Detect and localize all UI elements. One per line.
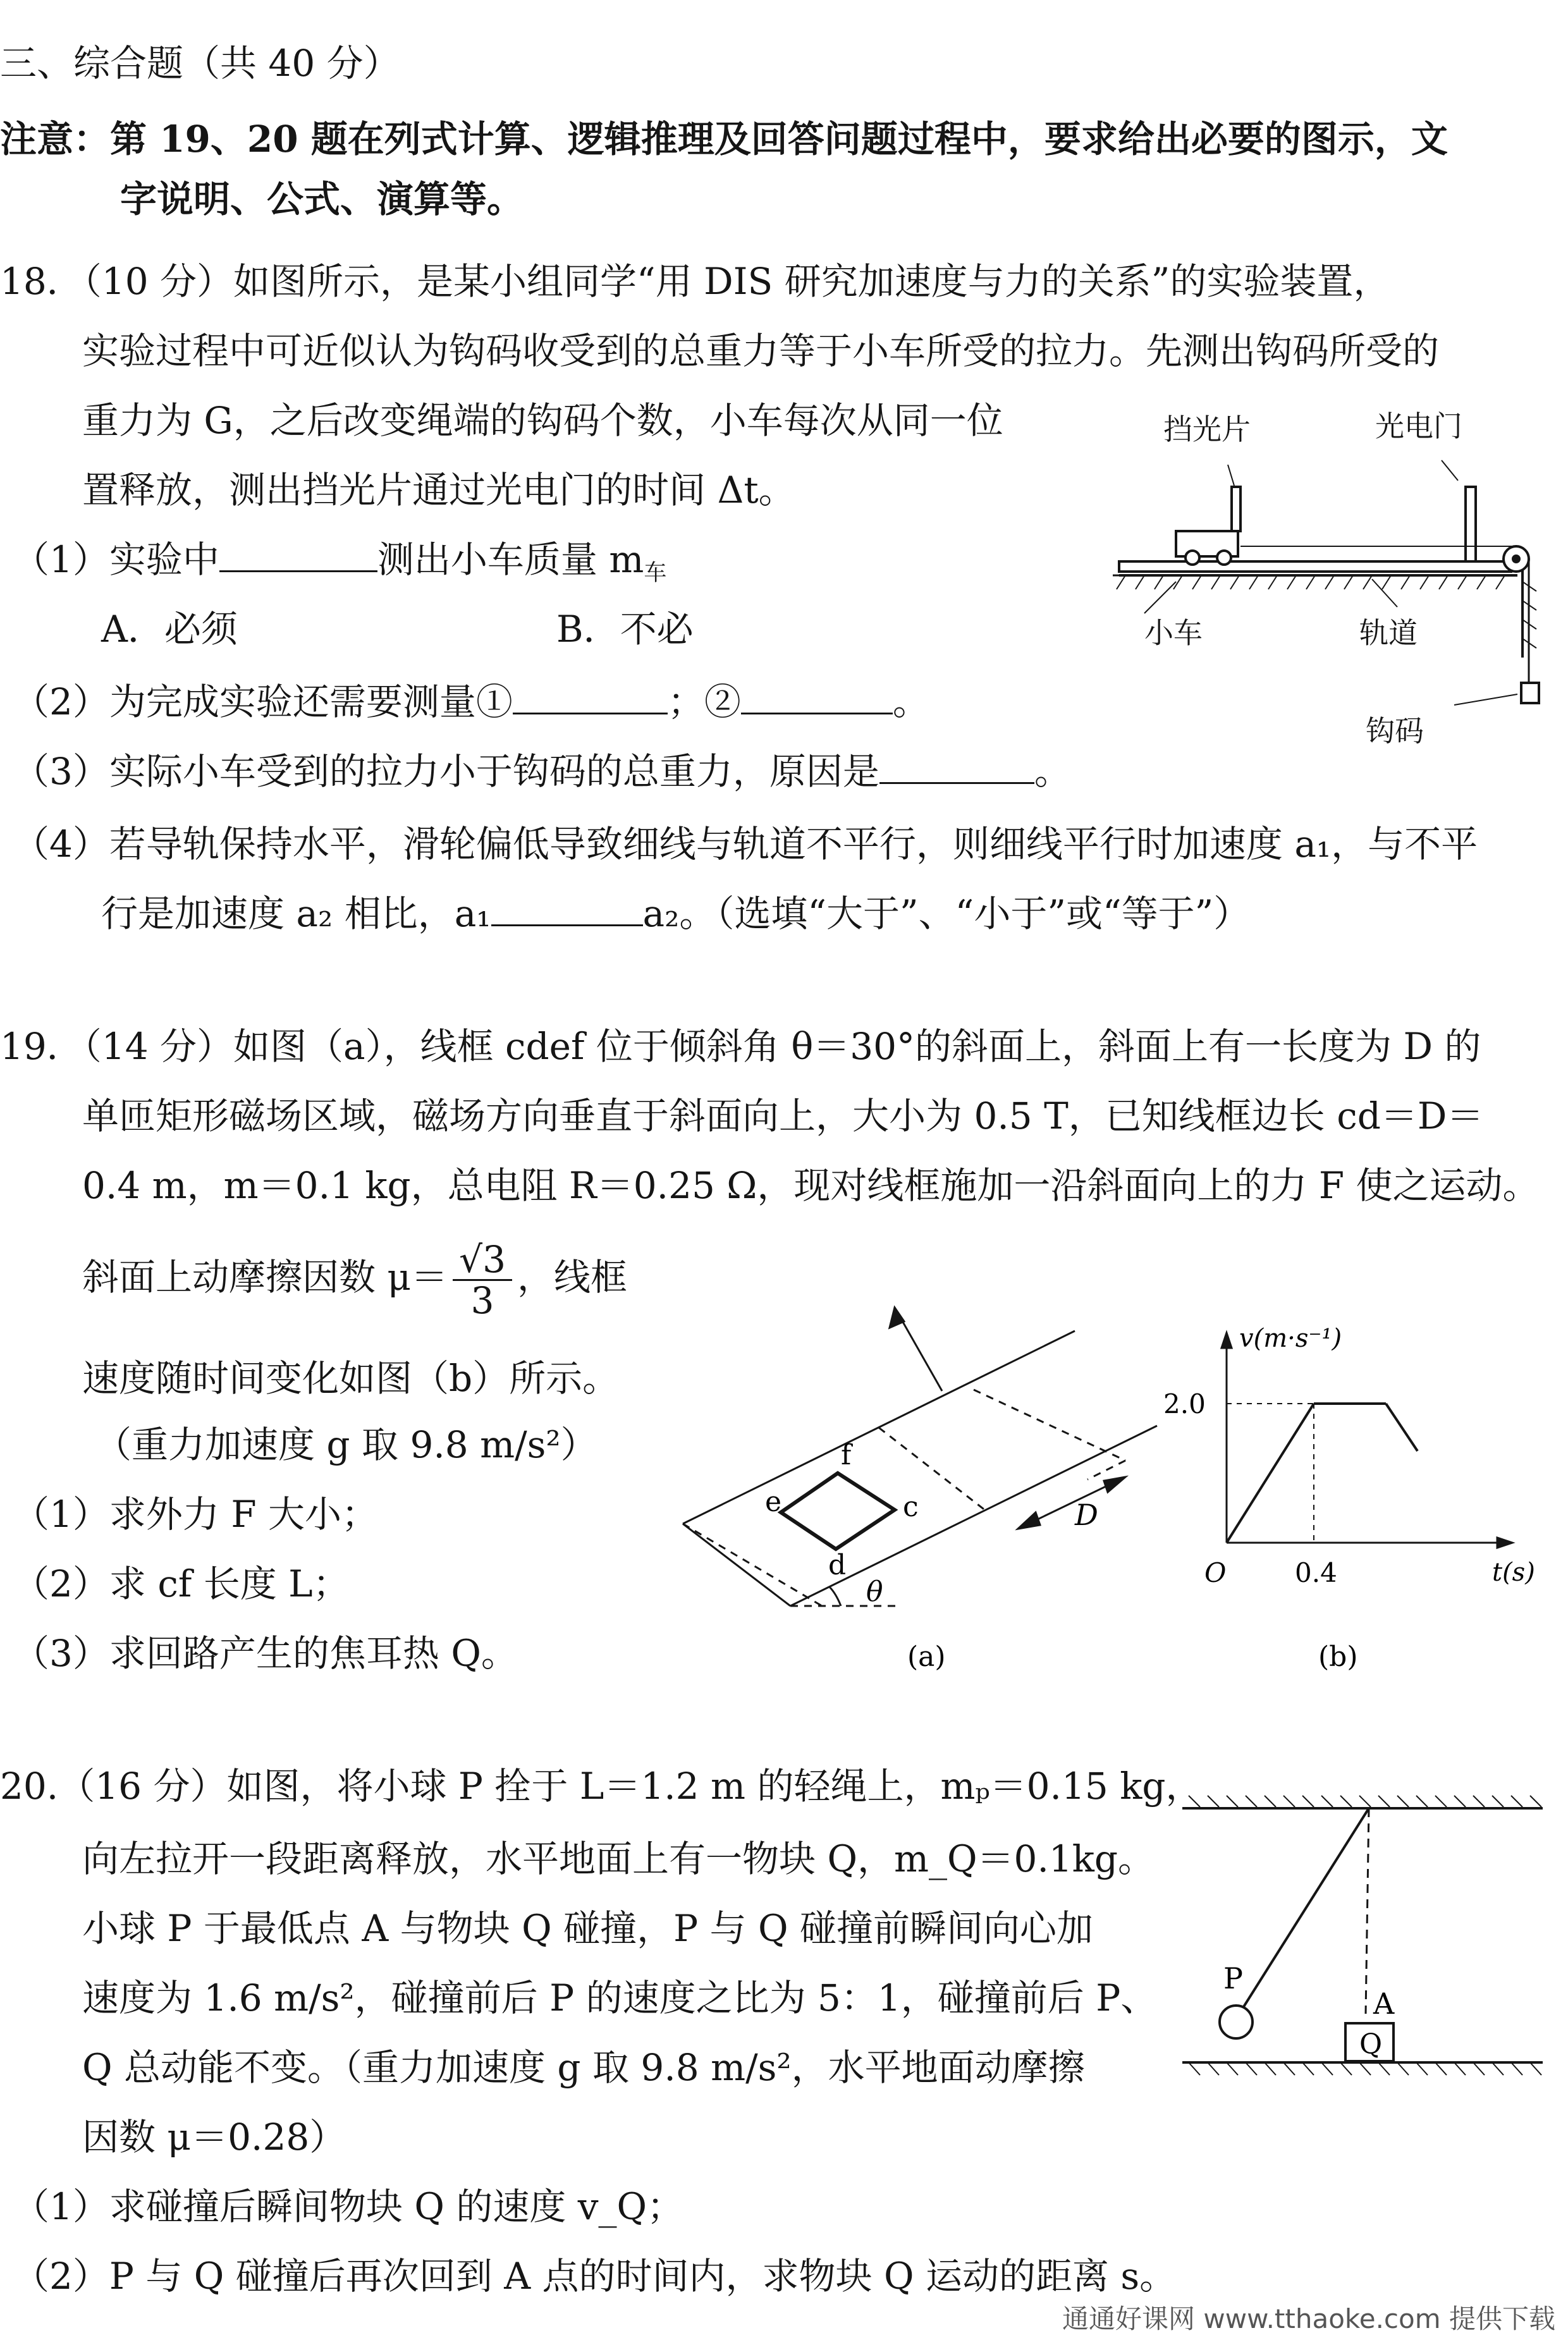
photogate [1466, 487, 1476, 561]
q18-p2-text-a: （2）为完成实验还需要测量① [13, 680, 513, 723]
wire-frame-cdef [781, 1473, 895, 1549]
q18-apparatus-figure [1100, 392, 1568, 771]
q18-line-1: 18．（10 分）如图所示，是某小组同学“用 DIS 研究加速度与力的关系”的实验装置， [0, 260, 1390, 303]
vt-xtick: 0.4 [1295, 1557, 1337, 1588]
q18-p4-blank[interactable] [491, 889, 643, 926]
q18-option-b: B．不必 [556, 608, 694, 651]
caption-a: (a) [907, 1641, 946, 1673]
q18-p1-text-b: 测出小车质量 m [377, 538, 644, 581]
track [1119, 561, 1511, 572]
mu-fraction [453, 1238, 512, 1323]
q19-part-2: （2）求 cf 长度 L； [13, 1562, 350, 1605]
q20-pendulum-figure [1176, 1770, 1555, 2112]
q20-line-1: 20.（16 分）如图，将小球 P 拴于 L＝1.2 m 的轻绳上，mₚ＝0.15 kg， [0, 1765, 1203, 1808]
mu-denominator: 3 [470, 1279, 494, 1323]
q19-line-3: 0.4 m，m＝0.1 kg，总电阻 R＝0.25 Ω，现对线框施加一沿斜面向上的力 F 使之运动。 [82, 1164, 1540, 1207]
q18-line-3: 重力为 G，之后改变绳端的钩码个数，小车每次从同一位 [82, 399, 1003, 442]
ball-P [1220, 2006, 1253, 2038]
hook-weight [1521, 683, 1539, 703]
q18-p4-text-a: 行是加速度 a₂ 相比，a₁ [101, 892, 491, 935]
vt-origin: O [1204, 1557, 1227, 1588]
q18-part-3 [13, 746, 1071, 797]
q20-line-2: 向左拉开一段距离释放，水平地面上有一物块 Q，m_Q＝0.1kg。 [82, 1837, 1155, 1880]
q20-line-3: 小球 P 于最低点 A 与物块 Q 碰撞，P 与 Q 碰撞前瞬间向心加 [82, 1907, 1093, 1950]
vt-xlabel: t(s) [1492, 1558, 1535, 1587]
q19-line-2: 单匝矩形磁场区域，磁场方向垂直于斜面向上，大小为 0.5 T，已知线框边长 cd＝D＝ [82, 1094, 1484, 1137]
q18-line-4: 置释放，测出挡光片通过光电门的时间 Δt。 [82, 469, 795, 511]
mu-numerator: √3 [453, 1240, 512, 1281]
pendulum-rope [1239, 1808, 1369, 2014]
label-f: f [841, 1439, 852, 1471]
q20-line-5: Q 总动能不变。（重力加速度 g 取 9.8 m/s²，水平地面动摩擦 [82, 2046, 1085, 2089]
q18-option-a: A．必须 [101, 608, 238, 651]
note-line-2: 字说明、公式、演算等。 [120, 178, 524, 221]
q18-p3-text-a: （3）实际小车受到的拉力小于钩码的总重力，原因是 [13, 750, 879, 793]
label-track: 轨道 [1359, 616, 1418, 650]
q18-p1-text-a: （1）实验中 [13, 538, 219, 581]
label-c: c [903, 1491, 919, 1523]
q19-figure-a [670, 1277, 1170, 1682]
label-A: A [1373, 1987, 1395, 2021]
section-title: 三、综合题（共 40 分） [0, 42, 400, 85]
label-e: e [765, 1486, 782, 1518]
q18-line-2: 实验过程中可近似认为钩码收受到的总重力等于小车所受的拉力。先测出钩码所受的 [82, 329, 1440, 372]
q18-part-2 [13, 677, 929, 727]
q19-figure-b [1151, 1321, 1555, 1682]
label-Q: Q [1359, 2028, 1383, 2061]
caption-b: (b) [1318, 1641, 1358, 1673]
q18-p3-text-b: 。 [1034, 750, 1071, 793]
q18-p1-blank[interactable] [219, 535, 377, 572]
q20-line-6: 因数 μ＝0.28） [82, 2116, 346, 2159]
label-cart: 小车 [1144, 616, 1203, 650]
q18-p2-text-c: 。 [892, 680, 929, 723]
label-shutter: 挡光片 [1163, 412, 1251, 446]
label-gate: 光电门 [1375, 409, 1462, 443]
label-d: d [828, 1549, 847, 1581]
q19-mu-label: 斜面上动摩擦因数 μ＝ [82, 1256, 448, 1299]
q18-p2-text-b: ；② [667, 680, 741, 723]
q19-part-3: （3）求回路产生的焦耳热 Q。 [13, 1632, 518, 1675]
q19-line-4-tail: ，线框 [517, 1256, 628, 1299]
label-P: P [1223, 1961, 1243, 1995]
q20-part-1: （1）求碰撞后瞬间物块 Q 的速度 v_Q； [13, 2185, 684, 2228]
q20-line-4: 速度为 1.6 m/s²，碰撞前后 P 的速度之比为 5：1，碰撞前后 P、 [82, 1976, 1158, 2019]
q18-p2-blank-2[interactable] [741, 677, 893, 714]
vt-falling-segment [1386, 1404, 1418, 1451]
q18-part-1 [13, 534, 666, 599]
q19-line-5: 速度随时间变化如图（b）所示。 [82, 1357, 620, 1400]
light-shutter [1232, 487, 1240, 531]
q18-p1-sub: 车 [644, 560, 667, 586]
vt-rising-segment [1227, 1404, 1314, 1543]
label-weight: 钩码 [1366, 714, 1424, 748]
note-line-1: 注意：第 19、20 题在列式计算、逻辑推理及回答问题过程中，要求给出必要的图示，文 [0, 118, 1448, 161]
vt-ylabel: v(m·s⁻¹) [1239, 1324, 1342, 1353]
q19-line-1: 19．（14 分）如图（a），线框 cdef 位于倾斜角 θ＝30°的斜面上，斜面上有一长度为 D 的 [0, 1025, 1481, 1068]
q18-p4-text-b: a₂。（选填“大于”、“小于”或“等于”） [642, 892, 1251, 935]
q18-part-4-line-2 [101, 888, 1250, 939]
vt-ytick: 2.0 [1163, 1388, 1206, 1419]
q18-p2-blank-1[interactable] [513, 677, 668, 714]
q18-p3-blank[interactable] [879, 747, 1034, 784]
q20-part-2: （2）P 与 Q 碰撞后再次回到 A 点的时间内，求物块 Q 运动的距离 s。 [13, 2255, 1177, 2298]
q18-part-4-line-1: （4）若导轨保持水平，滑轮偏低导致细线与轨道不平行，则细线平行时加速度 a₁，与不平 [13, 823, 1478, 866]
q19-line-4 [82, 1233, 627, 1321]
footer-watermark: 通通好课网 www.tthaoke.com 提供下载 [1062, 2303, 1555, 2334]
label-D: D [1075, 1498, 1098, 1532]
q19-part-1: （1）求外力 F 大小； [13, 1493, 379, 1536]
label-theta: θ [866, 1576, 883, 1608]
cart [1176, 487, 1240, 565]
q19-line-6: （重力加速度 g 取 9.8 m/s²） [95, 1423, 597, 1466]
